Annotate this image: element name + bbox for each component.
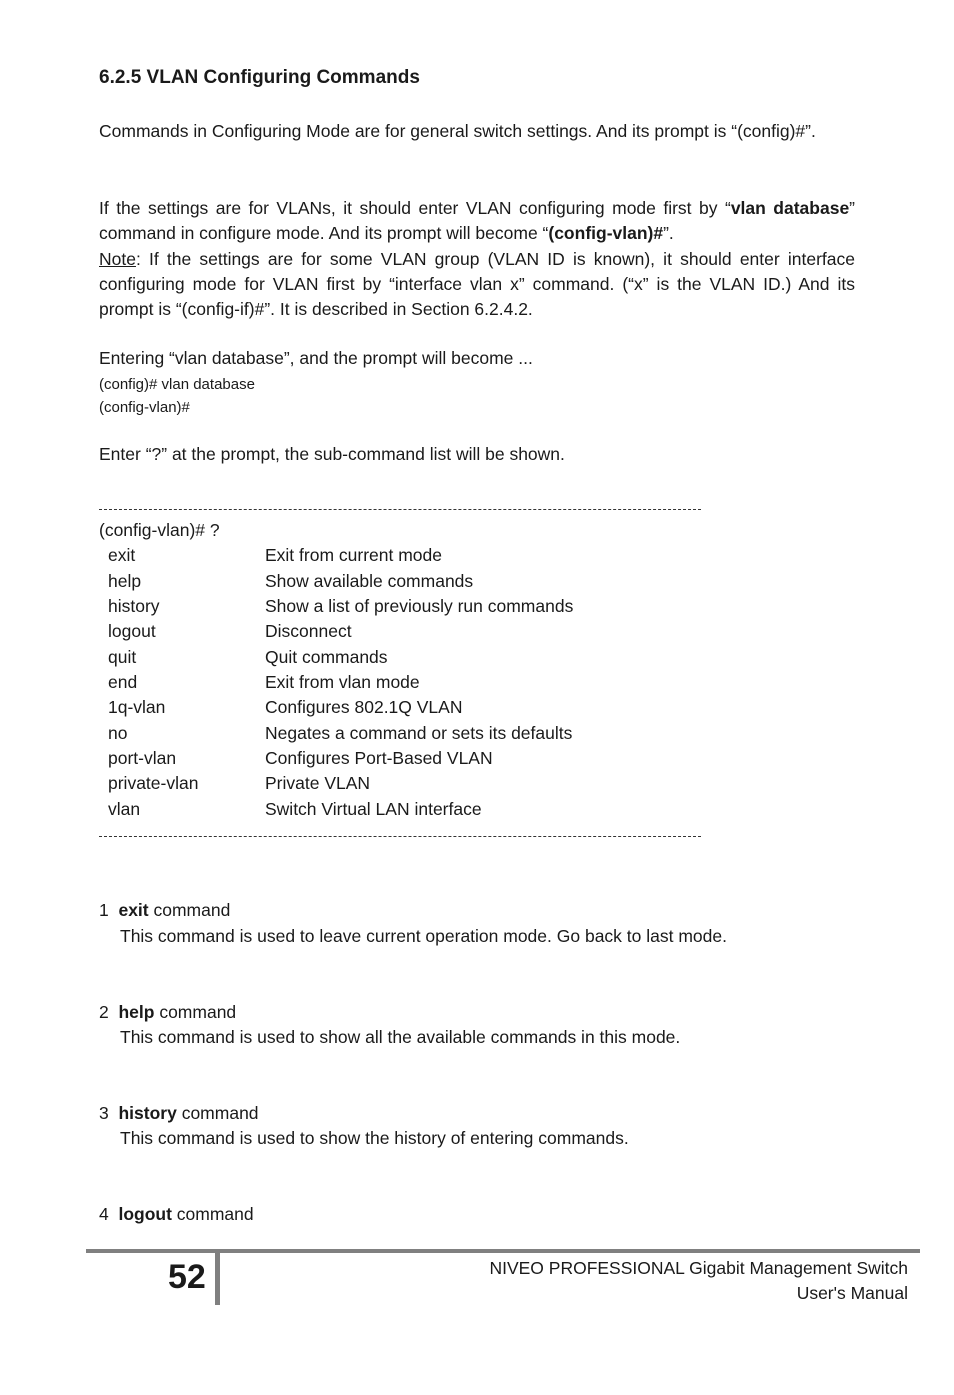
note-text: : If the settings are for some VLAN group (VLAN ID is known), it should enter interface configuring mode for VLAN first by “interface vlan x” command. (“x” is the VLAN ID.) And its prompt is “(config-if)#”. It is described in Section 6.2.4.2. [99, 248, 855, 320]
command-description: Show a list of previously run commands [265, 596, 574, 616]
text-fragment: ” command in configure mode. And its prompt will become “ [99, 198, 855, 244]
command-name: no [108, 723, 128, 743]
divider-bottom [99, 836, 701, 837]
intro-text: Commands in Configuring Mode are for general switch settings. And its prompt is “(config)#”. [99, 121, 816, 141]
command-description: Disconnect [265, 621, 352, 641]
section-description: This command is used to show the history of entering commands. [120, 1128, 629, 1148]
command-name: exit [108, 545, 136, 565]
divider-top [99, 509, 701, 510]
command-name: 1q-vlan [108, 697, 166, 717]
command-name: port-vlan [108, 748, 177, 768]
section-suffix: command [153, 900, 231, 920]
example-line-2: (config-vlan)# [99, 399, 190, 416]
command-name: end [108, 672, 138, 692]
text-fragment: ”. [663, 223, 674, 244]
command-description: Exit from vlan mode [265, 672, 420, 692]
config-vlan-prompt: (config-vlan)# [548, 223, 664, 244]
section-command: logout [118, 1204, 172, 1224]
enter-help-text: Enter “?” at the prompt, the sub-command list will be shown. [99, 444, 565, 464]
intro-paragraph [99, 119, 855, 144]
section-number: 3 [99, 1103, 109, 1123]
section-title [99, 1204, 254, 1225]
command-description: Private VLAN [265, 773, 371, 793]
section-title [99, 1002, 236, 1023]
command-description: Exit from current mode [265, 545, 442, 565]
section-title [99, 900, 230, 921]
command-name: history [108, 596, 160, 616]
command-name: quit [108, 647, 137, 667]
section-description: This command is used to leave current operation mode. Go back to last mode. [120, 926, 727, 946]
command-description: Configures Port-Based VLAN [265, 748, 493, 768]
command-description: Configures 802.1Q VLAN [265, 697, 463, 717]
page-number: 52 [168, 1258, 206, 1296]
vlan-database-keyword: vlan database [730, 198, 850, 218]
section-suffix: command [181, 1103, 259, 1123]
command-description: Quit commands [265, 647, 388, 667]
section-suffix: command [176, 1204, 254, 1224]
footer-line-2: User's Manual [796, 1283, 908, 1303]
footer-line-1: NIVEO PROFESSIONAL Gigabit Management Switch [489, 1258, 908, 1278]
section-number: 4 [99, 1204, 109, 1224]
note-label: Note [99, 248, 136, 269]
section-command: help [118, 1002, 155, 1022]
footer-title [489, 1256, 908, 1306]
prompt-line: (config-vlan)# ? [99, 520, 220, 540]
text-fragment: If the settings are for VLANs, it should enter VLAN configuring mode first by “ [99, 198, 731, 218]
section-suffix: command [159, 1002, 237, 1022]
footer-divider [215, 1253, 220, 1305]
section-heading: 6.2.5 VLAN Configuring Commands [99, 67, 420, 88]
command-description: Negates a command or sets its defaults [265, 723, 573, 743]
entering-text: Entering “vlan database”, and the prompt will become ... [99, 348, 533, 368]
footer-rule [86, 1249, 920, 1253]
section-command: history [118, 1103, 177, 1123]
command-description: Switch Virtual LAN interface [265, 799, 482, 819]
command-name: logout [108, 621, 156, 641]
command-description: Show available commands [265, 571, 474, 591]
section-command: exit [118, 900, 149, 920]
section-description: This command is used to show all the available commands in this mode. [120, 1027, 681, 1047]
section-number: 2 [99, 1002, 109, 1022]
command-name: private-vlan [108, 773, 199, 793]
section-number: 1 [99, 900, 109, 920]
command-name: vlan [108, 799, 141, 819]
command-name: help [108, 571, 142, 591]
example-line-1: (config)# vlan database [99, 376, 255, 393]
section-title [99, 1103, 259, 1124]
vlan-mode-paragraph [99, 196, 855, 322]
